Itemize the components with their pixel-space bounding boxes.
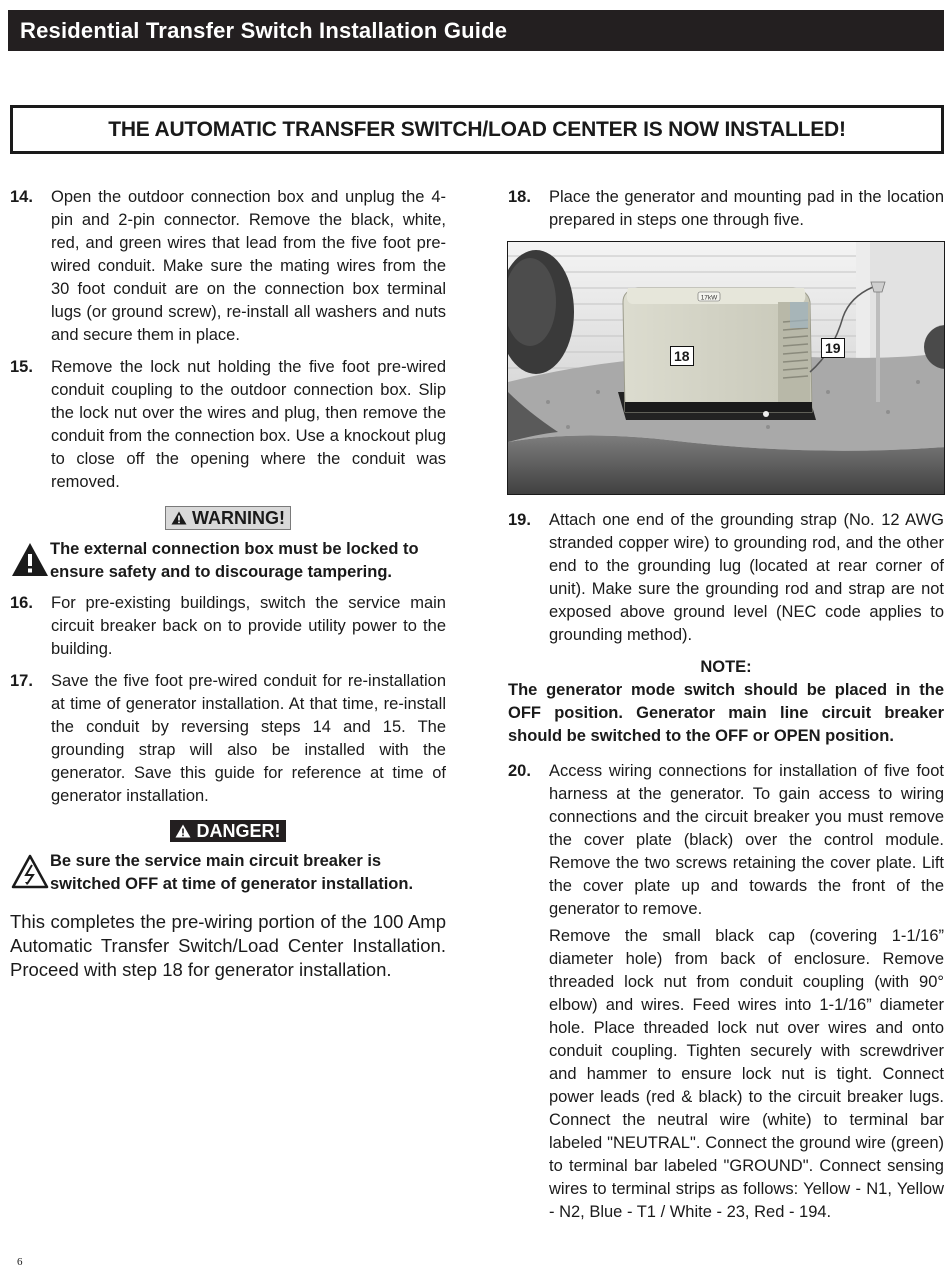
warning-triangle-icon <box>10 540 50 580</box>
danger-label-text: DANGER! <box>196 821 281 841</box>
step-20-continued: Remove the small black cap (covering 1-1/16” diameter hole) from back of enclosure. Remove threaded lock nut from conduit coupling (with 90° elbow) and wires. Feed wires into 1-1/16” diameter hole. Place threaded lock nut over wires and onto conduit coupling. Tighten securely with screwdriver and hammer to ensure lock nut is tight. Connect power leads (red & black) to the circuit breaker lugs. Connect the neutral wire (white) to terminal bar labeled "NEUTRAL". Connect the ground wire (green) to terminal bar labeled "GROUND". Connect sensing wires to terminal strips as follows: Yellow - N1, Yellow - N2, Blue - T1 / White - 23, Red - 194. <box>549 927 944 1221</box>
right-column <box>508 186 944 1224</box>
step-number: 15. <box>10 358 33 376</box>
step-number: 14. <box>10 188 33 206</box>
warning-label-text: WARNING! <box>192 508 285 528</box>
step-text: Remove the lock nut holding the five foot pre-wired conduit coupling to the outdoor connection box. Slip the lock nut over the wires and plug, then remove the conduit from the connection box. Use a knockout plug to close off the opening where the conduit was removed. <box>51 358 446 491</box>
danger-small-icon <box>175 824 191 838</box>
warning-text: The external connection box must be locked to ensure safety and to discourage tampering. <box>50 540 419 581</box>
left-column <box>10 186 446 982</box>
step-text: Attach one end of the grounding strap (No. 12 AWG stranded copper wire) to grounding rod, and the other end to the grounding lug (located at rear corner of unit). Make sure the grounding rod and strap are not exposed above ground level (NEC code applies to grounding method). <box>549 511 944 644</box>
step-number: 16. <box>10 594 33 612</box>
step-number: 17. <box>10 672 33 690</box>
page-header <box>8 10 944 51</box>
note-text: The generator mode switch should be placed in the OFF position. Generator main line circuit breaker should be switched to the OFF or OPEN position. <box>508 681 944 745</box>
danger-alert <box>10 850 446 896</box>
step-15 <box>10 356 446 494</box>
brand-badge-text: 17kW <box>700 294 718 302</box>
callout-generator: 18 <box>670 346 694 366</box>
electrical-hazard-icon <box>10 852 50 892</box>
page-number: 6 <box>17 1256 23 1268</box>
note-title: NOTE: <box>700 658 752 676</box>
step-text: Place the generator and mounting pad in the location prepared in steps one through five. <box>549 188 944 229</box>
danger-text: Be sure the service main circuit breaker is switched OFF at time of generator installation. <box>50 852 414 893</box>
warning-label <box>165 506 291 530</box>
step-number: 19. <box>508 511 531 529</box>
step-17 <box>10 670 446 808</box>
banner-text: THE AUTOMATIC TRANSFER SWITCH/LOAD CENTER IS NOW INSTALLED! <box>108 118 846 141</box>
generator-photo <box>507 241 945 495</box>
step-text: Open the outdoor connection box and unplug the 4-pin and 2-pin connector. Remove the black, white, red, and green wires that lead from the five foot pre-wired conduit. Make sure the mating wires from the 30 foot conduit are on the connection box terminal lugs (or ground screw), re-install all washers and nuts and secure them in place. <box>51 188 446 344</box>
closing-paragraph: This completes the pre-wiring portion of the 100 Amp Automatic Transfer Switch/Load Center Installation. Proceed with step 18 for generator installation. <box>10 911 446 980</box>
step-18 <box>508 186 944 232</box>
generator-illustration <box>508 242 945 495</box>
step-text: Access wiring connections for installation of five foot harness at the generator. To gain access to wiring connections and the circuit breaker you must remove the cover plate (black) over the control module. Remove the two screws retaining the cover plate. Lift the cover plate up and towards the front of the generator to remove. <box>549 762 944 918</box>
step-16 <box>10 592 446 661</box>
header-title: Residential Transfer Switch Installation Guide <box>20 18 508 43</box>
step-number: 18. <box>508 188 531 206</box>
danger-label <box>170 820 285 842</box>
step-14 <box>10 186 446 347</box>
step-text: For pre-existing buildings, switch the service main circuit breaker back on to provide utility power to the building. <box>51 594 446 658</box>
warning-alert <box>10 538 446 584</box>
warning-small-icon <box>171 511 187 525</box>
callout-grounding: 19 <box>821 338 845 358</box>
step-number: 20. <box>508 762 531 780</box>
step-19 <box>508 509 944 647</box>
installed-banner <box>10 105 944 154</box>
step-20 <box>508 760 944 921</box>
step-text: Save the five foot pre-wired conduit for re-installation at time of generator installation. At that time, re-install the conduit by reversing steps 14 and 15. The grounding strap will also be installed with the generator. Save this guide for reference at time of generator installation. <box>51 672 446 805</box>
